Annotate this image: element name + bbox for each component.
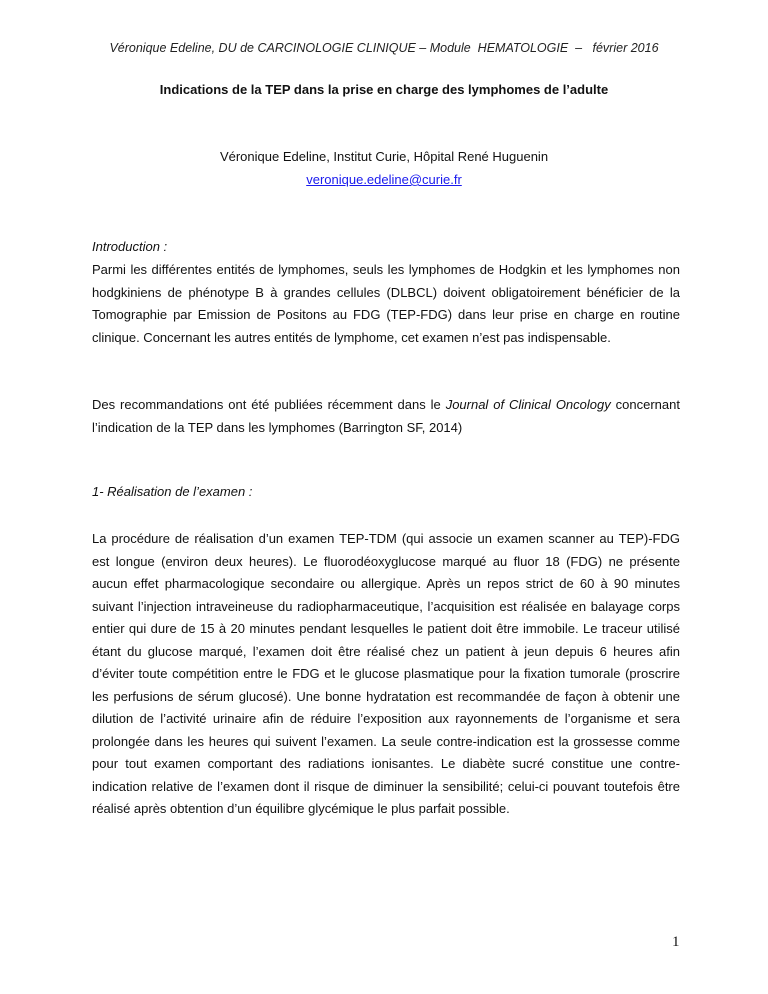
recommendations-paragraph — [92, 394, 680, 439]
reco-text-after: concernant l’indication de la TEP dans les lymphomes (Barrington SF, 2014) — [92, 397, 680, 435]
journal-name: Journal of Clinical Oncology — [445, 397, 611, 412]
email-link[interactable]: veronique.edeline@curie.fr — [306, 172, 462, 187]
reco-text-before: Des recommandations ont été publiées récemment dans le — [92, 397, 446, 412]
author-email — [0, 172, 768, 187]
intro-heading: Introduction : — [92, 239, 168, 254]
section-1-paragraph: La procédure de réalisation d’un examen TEP-TDM (qui associe un examen scanner au TEP)-FDG est longue (environ deux heures). Le fluorodéoxyglucose marqué au fluor 18 (FDG) ne présente aucun effet pharmacologique secondaire ou allergique. Après un repos strict de 60 à 90 minutes suivant l’injection intraveineuse du radiopharmaceutique, l’acquisition est réalisée en balayage corps entier qui dure de 15 à 20 minutes pendant lesquelles le patient doit être immobile. Le traceur utilisé étant du glucose marqué, l’examen doit être réalisé chez un patient à jeun depuis 6 heures afin d’éviter toute compétition entre le FDG et le glucose plasmatique pour la fixation tumorale (proscrire les perfusions de sérum glucosé). Une bonne hydratation est recommandée de façon à obtenir une dilution de l’activité urinaire afin de réduire l’exposition aux rayonnements de l’organisme et sera prolongée dans les heures qui suivent l’examen. La seule contre-indication est la grossesse comme pour tout examen comportant des radiations ionisantes. Le diabète sucré constitue une contre-indication relative de l’examen dont il risque de diminuer la sensibilité; celui-ci pouvant toutefois être réalisé après obtention d’un équilibre glycémique le plus parfait possible. — [92, 531, 680, 816]
section-1-heading: 1- Réalisation de l’examen : — [92, 484, 253, 499]
running-header: Véronique Edeline, DU de CARCINOLOGIE CLINIQUE – Module HEMATOLOGIE – février 2016 — [109, 41, 659, 55]
document-title: Indications de la TEP dans la prise en charge des lymphomes de l’adulte — [159, 82, 609, 97]
page-number: 1 — [672, 934, 680, 950]
intro-paragraph: Parmi les différentes entités de lymphomes, seuls les lymphomes de Hodgkin et les lymphomes non hodgkiniens de phénotype B à grandes cellules (DLBCL) doivent obligatoirement bénéficier de la Tomographie par Emission de Positons au FDG (TEP-FDG) dans leur prise en charge en routine clinique. Concernant les autres entités de lymphome, cet examen n’est pas indispensable. — [92, 262, 680, 345]
author-line: Véronique Edeline, Institut Curie, Hôpital René Huguenin — [219, 149, 549, 164]
